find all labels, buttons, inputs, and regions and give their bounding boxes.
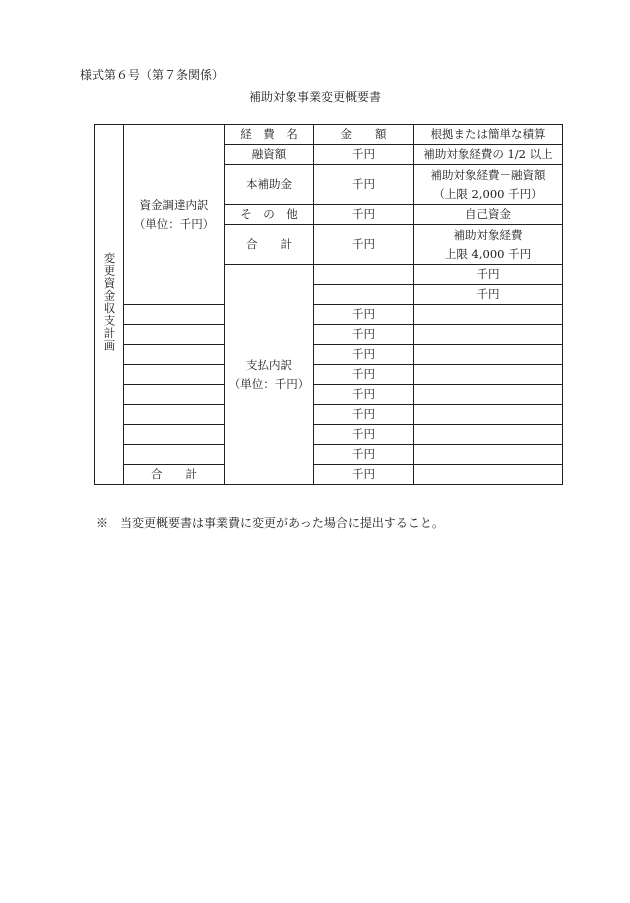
item-cell: そ の 他 bbox=[225, 205, 314, 225]
side-label: 変更資金収支計画 bbox=[102, 251, 117, 352]
basis-line: 上限 4,000 千円 bbox=[444, 246, 532, 261]
side-label-cell bbox=[95, 125, 124, 485]
item-cell bbox=[124, 345, 225, 365]
amount-cell: 千円 bbox=[314, 365, 414, 385]
basis-line: 補助対象経費 bbox=[453, 227, 523, 242]
amount-cell: 千円 bbox=[314, 225, 414, 265]
column-header-basis: 根拠または簡単な積算 bbox=[414, 125, 563, 145]
basis-cell bbox=[414, 465, 563, 485]
table-row bbox=[95, 445, 563, 465]
amount-cell: 千円 bbox=[314, 205, 414, 225]
payment-group-unit: （単位：千円） bbox=[228, 376, 310, 391]
table-row bbox=[95, 385, 563, 405]
funding-group-unit: （単位：千円） bbox=[133, 216, 215, 231]
table-row bbox=[95, 345, 563, 365]
basis-cell bbox=[414, 305, 563, 325]
basis-cell bbox=[414, 445, 563, 465]
item-cell: 融資額 bbox=[225, 145, 314, 165]
amount-cell: 千円 bbox=[314, 385, 414, 405]
item-cell bbox=[314, 265, 414, 285]
table-row bbox=[95, 405, 563, 425]
basis-cell bbox=[414, 165, 563, 205]
item-cell bbox=[124, 365, 225, 385]
amount-cell: 千円 bbox=[314, 145, 414, 165]
table-row bbox=[95, 425, 563, 445]
amount-cell: 千円 bbox=[314, 465, 414, 485]
table-row bbox=[95, 325, 563, 345]
document-title: 補助対象事業変更概要書 bbox=[248, 90, 381, 104]
column-header-amount: 金 額 bbox=[314, 125, 414, 145]
column-header-item: 経 費 名 bbox=[225, 125, 314, 145]
funding-group-cell bbox=[124, 125, 225, 305]
item-cell bbox=[124, 305, 225, 325]
amount-cell: 千円 bbox=[314, 405, 414, 425]
footer-note: ※ 当変更概要書は事業費に変更があった場合に提出すること。 bbox=[96, 516, 444, 530]
basis-line: 補助対象経費－融資額 bbox=[430, 167, 546, 182]
basis-cell bbox=[414, 365, 563, 385]
basis-cell bbox=[414, 345, 563, 365]
basis-cell: 補助対象経費の 1/2 以上 bbox=[414, 145, 563, 165]
item-cell: 合 計 bbox=[124, 465, 225, 485]
item-cell: 合 計 bbox=[225, 225, 314, 265]
payment-group-cell bbox=[225, 265, 314, 485]
amount-cell: 千円 bbox=[314, 445, 414, 465]
item-cell bbox=[124, 425, 225, 445]
item-cell bbox=[314, 285, 414, 305]
basis-cell bbox=[414, 405, 563, 425]
payment-group-label: 支払内訳 bbox=[246, 357, 292, 372]
item-cell bbox=[124, 405, 225, 425]
basis-cell bbox=[414, 225, 563, 265]
amount-cell: 千円 bbox=[314, 325, 414, 345]
basis-cell bbox=[414, 325, 563, 345]
table-row bbox=[95, 465, 563, 485]
amount-cell: 千円 bbox=[314, 165, 414, 205]
item-cell bbox=[124, 385, 225, 405]
item-cell bbox=[124, 445, 225, 465]
amount-cell: 千円 bbox=[414, 265, 563, 285]
basis-cell bbox=[414, 425, 563, 445]
funding-group-label: 資金調達内訳 bbox=[139, 197, 209, 212]
amount-cell: 千円 bbox=[414, 285, 563, 305]
basis-line: （上限 2,000 千円） bbox=[433, 186, 543, 201]
item-cell: 本補助金 bbox=[225, 165, 314, 205]
basis-cell: 自己資金 bbox=[414, 205, 563, 225]
basis-cell bbox=[414, 385, 563, 405]
amount-cell: 千円 bbox=[314, 425, 414, 445]
amount-cell: 千円 bbox=[314, 345, 414, 365]
funding-plan-table bbox=[94, 124, 563, 485]
form-number: 様式第６号（第７条関係） bbox=[80, 68, 225, 82]
item-cell bbox=[124, 325, 225, 345]
table-row bbox=[95, 305, 563, 325]
table-row bbox=[95, 365, 563, 385]
amount-cell: 千円 bbox=[314, 305, 414, 325]
table-header-row bbox=[95, 125, 563, 145]
